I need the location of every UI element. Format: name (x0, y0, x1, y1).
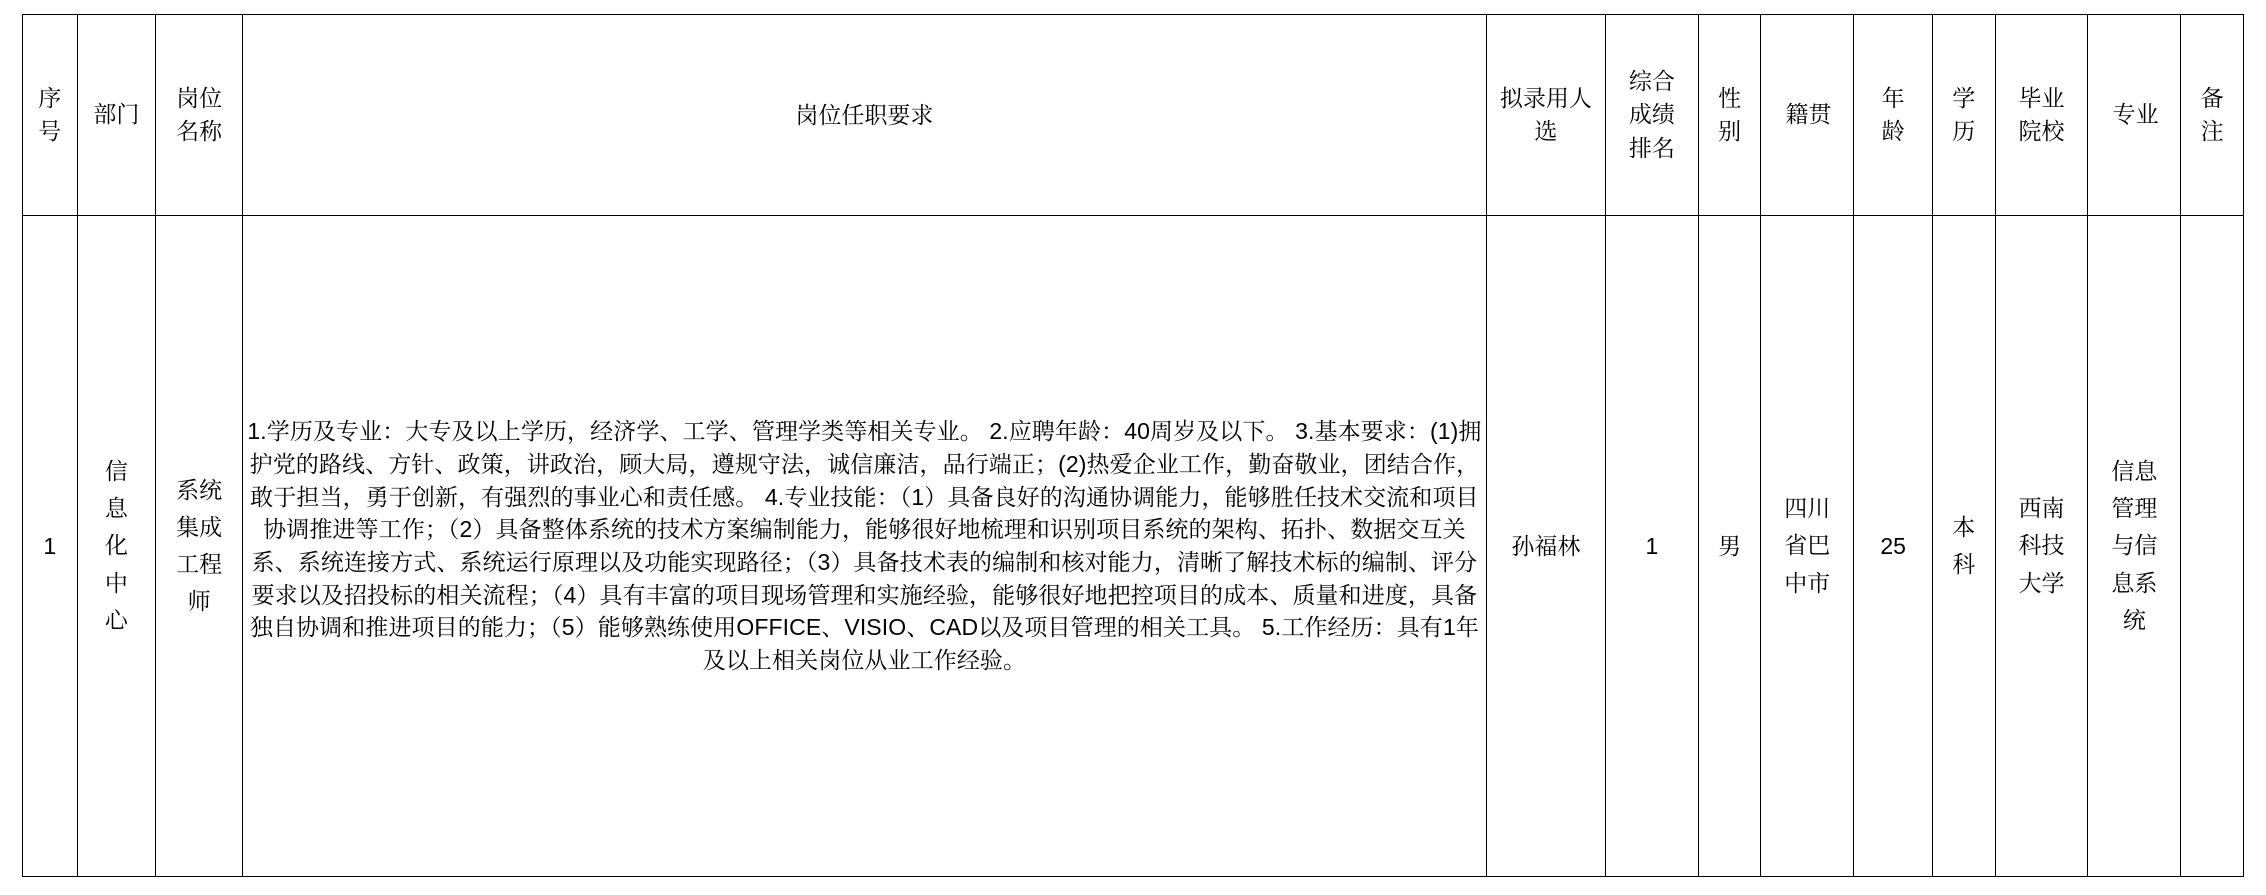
header-label-origin: 籍贯 (1785, 101, 1832, 128)
header-label-education: 学历 (1952, 84, 1976, 144)
cell-sex: 男 (1698, 216, 1761, 877)
cell-origin-text: 四川省巴中市 (1784, 495, 1831, 596)
header-cell-dept (77, 15, 156, 216)
header-label-sex: 性别 (1718, 84, 1742, 144)
cell-origin (1761, 216, 1854, 877)
table-row (23, 216, 2244, 877)
cell-major-text: 信息管理与信息系统 (2111, 457, 2158, 633)
header-cell-origin (1761, 15, 1854, 216)
cell-major (2088, 216, 2181, 877)
cell-candidate: 孙福林 (1486, 216, 1605, 877)
header-label-major: 专业 (2112, 101, 2159, 128)
header-cell-age (1854, 15, 1933, 216)
header-label-school: 毕业院校 (2018, 84, 2065, 144)
header-label-candidate: 拟录用人选 (1499, 84, 1592, 144)
header-cell-rank (1605, 15, 1698, 216)
header-cell-education (1932, 15, 1995, 216)
header-label-remark: 备注 (2200, 84, 2224, 144)
cell-requirements: 1.学历及专业：大专及以上学历，经济学、工学、管理学类等相关专业。 2.应聘年龄：40周岁及以下。 3.基本要求：(1)拥护党的路线、方针、政策，讲政治，顾大局，遵规守法，诚信廉洁，品行端正；(2)热爱企业工作，勤奋敬业，团结合作，敢于担当，勇于创新，有强烈的事业心和责任感。 4.专业技能：（1）具备良好的沟通协调能力，能够胜任技术交流和项目协调推进等工作；（2）具备整体系统的技术方案编制能力，能够很好地梳理和识别项目系统的架构、拓扑、数据交互关系、系统连接方式、系统运行原理以及功能实现路径；（3）具备技术表的编制和核对能力，清晰了解技术标的编制、评分要求以及招投标的相关流程；（4）具有丰富的项目现场管理和实施经验，能够很好地把控项目的成本、质量和进度，具备独自协调和推进项目的能力；（5）能够熟练使用OFFICE、VISIO、CAD以及项目管理的相关工具。 5.工作经历：具有1年及以上相关岗位从业工作经验。 (243, 216, 1487, 877)
cell-school (1995, 216, 2088, 877)
table-header-row (23, 15, 2244, 216)
cell-age: 25 (1854, 216, 1933, 877)
header-cell-school (1995, 15, 2088, 216)
header-cell-remark (2181, 15, 2244, 216)
header-label-age: 年龄 (1881, 84, 1905, 144)
header-cell-candidate (1486, 15, 1605, 216)
header-cell-major (2088, 15, 2181, 216)
header-label-post: 岗位名称 (176, 84, 223, 144)
header-label-seq: 序号 (38, 84, 62, 144)
header-label-rank: 综合成绩排名 (1628, 67, 1675, 161)
cell-school-text: 西南科技大学 (2018, 495, 2065, 596)
header-cell-requirements (243, 15, 1487, 216)
header-label-requirements: 岗位任职要求 (795, 101, 934, 128)
cell-rank: 1 (1605, 216, 1698, 877)
recruitment-table (22, 14, 2244, 877)
header-cell-sex (1698, 15, 1761, 216)
cell-dept (77, 216, 156, 877)
header-cell-post (156, 15, 243, 216)
cell-seq: 1 (23, 216, 78, 877)
cell-education (1932, 216, 1995, 877)
cell-education-text: 本科 (1952, 513, 1976, 577)
cell-remark (2181, 216, 2244, 877)
cell-post (156, 216, 243, 877)
cell-post-text: 系统集成工程师 (176, 476, 223, 615)
header-label-dept: 部门 (93, 101, 140, 128)
header-cell-seq (23, 15, 78, 216)
cell-dept-text: 信息化中心 (104, 457, 128, 633)
